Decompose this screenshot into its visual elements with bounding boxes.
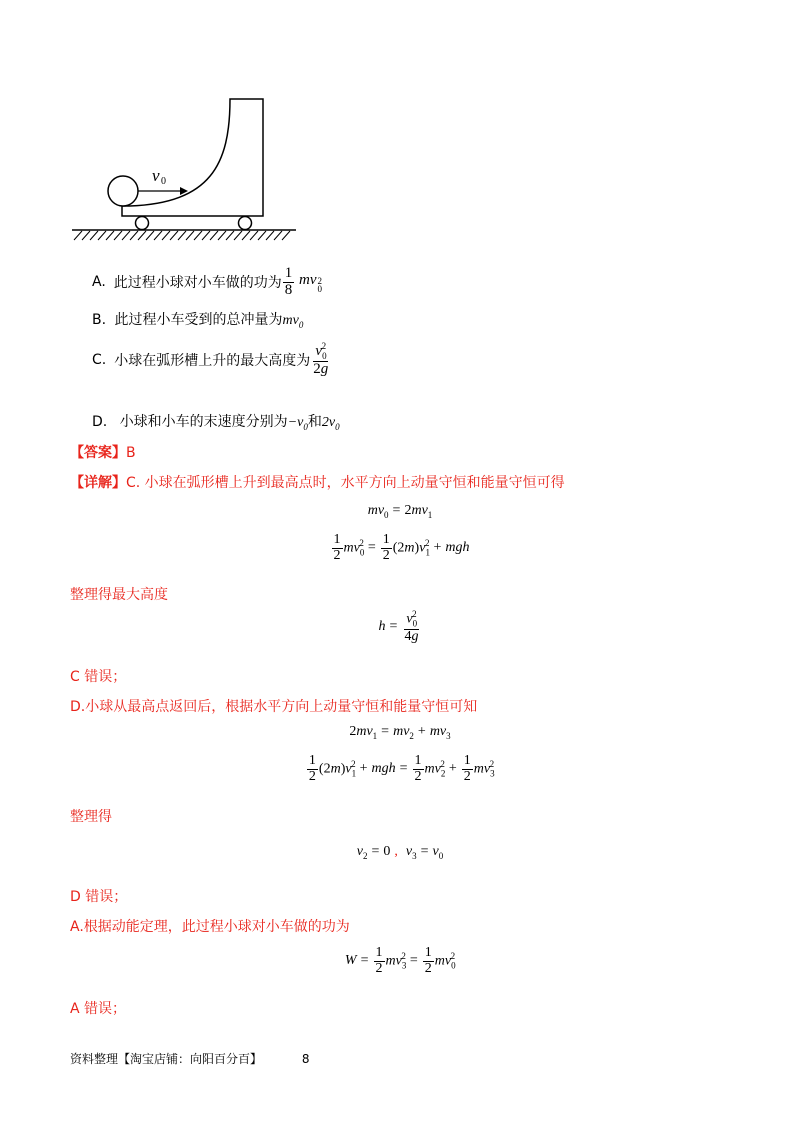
answer-line — [70, 442, 136, 462]
option-d-text: 小球和小车的末速度分别为 — [119, 414, 288, 430]
equation-energy-1: $\frac{1}{2}$ $mv_0^2$ = $\frac{1}{2}$ $(2m)v_1^2$ + mgh — [333, 532, 470, 563]
answer-tag: 【答案】 — [70, 445, 126, 461]
equation-final-velocities: $v_2$ = 0 , $v_3$ = $v_0$ — [356, 844, 444, 861]
physics-figure — [70, 95, 300, 245]
option-d-value2: 2v — [321, 415, 336, 430]
wheel-left — [136, 217, 149, 230]
cart-body — [122, 99, 263, 216]
option-b[interactable] — [92, 309, 303, 330]
detail-a-wrong: A 错误； — [70, 1001, 127, 1017]
ball — [108, 176, 138, 206]
equation-max-height: h = $\frac{v_0^2}{4g}$ — [378, 609, 419, 644]
detail-c-result-intro: 整理得最大高度 — [70, 587, 168, 603]
option-c[interactable] — [92, 342, 331, 378]
ground-hatching — [74, 231, 290, 240]
option-d-value1: −v — [287, 415, 304, 430]
page-number: 8 — [301, 1052, 310, 1066]
equation-momentum-2: $2mv_1$ = $mv_2$ + $mv_3$ — [349, 724, 451, 741]
footer — [70, 1050, 309, 1067]
velocity-label: v — [152, 166, 160, 185]
option-c-formula: $\frac{v_0^2}{2g}$ — [313, 341, 329, 378]
detail-a-intro: A.根据动能定理，此过程小球对小车做的功为 — [70, 919, 350, 935]
answer-value: B — [126, 445, 136, 461]
detail-d-wrong: D 错误； — [70, 889, 128, 905]
option-a[interactable] — [92, 266, 322, 299]
equation-work: W = $\frac{1}{2}$ $mv_3^2$ = $\frac{1}{2}$ $mv_0^2$ — [344, 945, 456, 976]
detail-d-result-intro: 整理得 — [70, 809, 112, 825]
option-d-conj: 和 — [307, 414, 322, 430]
wheel-right — [239, 217, 252, 230]
equation-energy-2: $\frac{1}{2}$ $(2m)v_1^2$ + mgh = $\frac{1}{2}$ $mv_2^2$ + $\frac{1}{2}$ $mv_3^2$ — [308, 753, 495, 784]
footer-text: 资料整理【淘宝店铺：向阳百分百】 — [70, 1052, 263, 1066]
detail-c-wrong: C 错误； — [70, 669, 127, 685]
option-d-sub2: 0 — [335, 421, 340, 432]
option-a-text: 此过程小球对小车做的功为 — [113, 275, 282, 292]
detail-d-intro: D.小球从最高点返回后，根据水平方向上动量守恒和能量守恒可知 — [70, 699, 478, 715]
option-a-formula: $\frac{1}{8}$ mv 2 0 — [284, 265, 323, 298]
option-b-text: 此过程小车受到的总冲量为 — [114, 312, 283, 328]
detail-c-intro: 【详解】C. 小球在弧形槽上升到最高点时，水平方向上动量守恒和能量守恒可得 — [70, 475, 565, 491]
option-c-label: C. — [92, 352, 107, 369]
option-a-label: A. — [92, 274, 106, 291]
velocity-subscript: 0 — [161, 176, 166, 187]
option-d[interactable] — [92, 411, 340, 432]
option-c-text: 小球在弧形槽上升的最大高度为 — [114, 353, 311, 370]
detail-tag: 【详解】 — [70, 475, 126, 491]
option-d-label: D. — [92, 414, 108, 430]
option-b-label: B. — [92, 312, 107, 328]
option-d-sub1: 0 — [303, 421, 308, 432]
option-b-value: mv — [282, 313, 299, 328]
equation-momentum-1: $mv_0$ = $2mv_1$ — [367, 503, 433, 520]
option-b-sub: 0 — [298, 319, 304, 330]
